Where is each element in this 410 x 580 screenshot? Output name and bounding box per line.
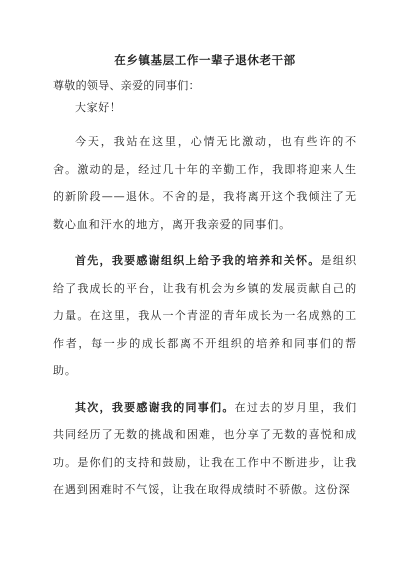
- paragraph-1-text: 今天，我站在这里，心情无比激动，也有些许的不舍。激动的是，经过几十年的辛勤工作，我即将迎来人生的新阶段——退休。不舍的是，我将离开这个我倾注了无数心血和汗水的地方，离开我亲爱的同事们。: [53, 135, 357, 231]
- paragraph-3-lead: 其次，我要感谢我的同事们。: [75, 400, 235, 414]
- document-title: 在乡镇基层工作一辈子退休老干部: [114, 53, 296, 67]
- paragraph-3: [53, 394, 357, 504]
- paragraph-2-text: 是组织给了我成长的平台，让我有机会为乡镇的发展贡献自己的力量。在这里，我从一个青涩的青年成长为一名成熟的工作者，每一步的成长都离不开组织的培养和同事们的帮助。: [53, 254, 358, 377]
- paragraph-2-lead: 首先，我要感谢组织上给予我的培养和关怀。: [75, 254, 321, 267]
- paragraph-1: [53, 128, 357, 238]
- paragraph-3-text: 在过去的岁月里，我们共同经历了无数的挑战和困难，也分享了无数的喜悦和成功。是你们的支持和鼓励，让我在工作中不断进步，让我在遇到困难时不气馁，让我在取得成绩时不骄傲。这份深: [53, 400, 358, 496]
- paragraph-2: [53, 247, 357, 385]
- salutation: 尊敬的领导、亲爱的同事们：: [53, 79, 200, 92]
- greeting: 大家好！: [75, 101, 122, 114]
